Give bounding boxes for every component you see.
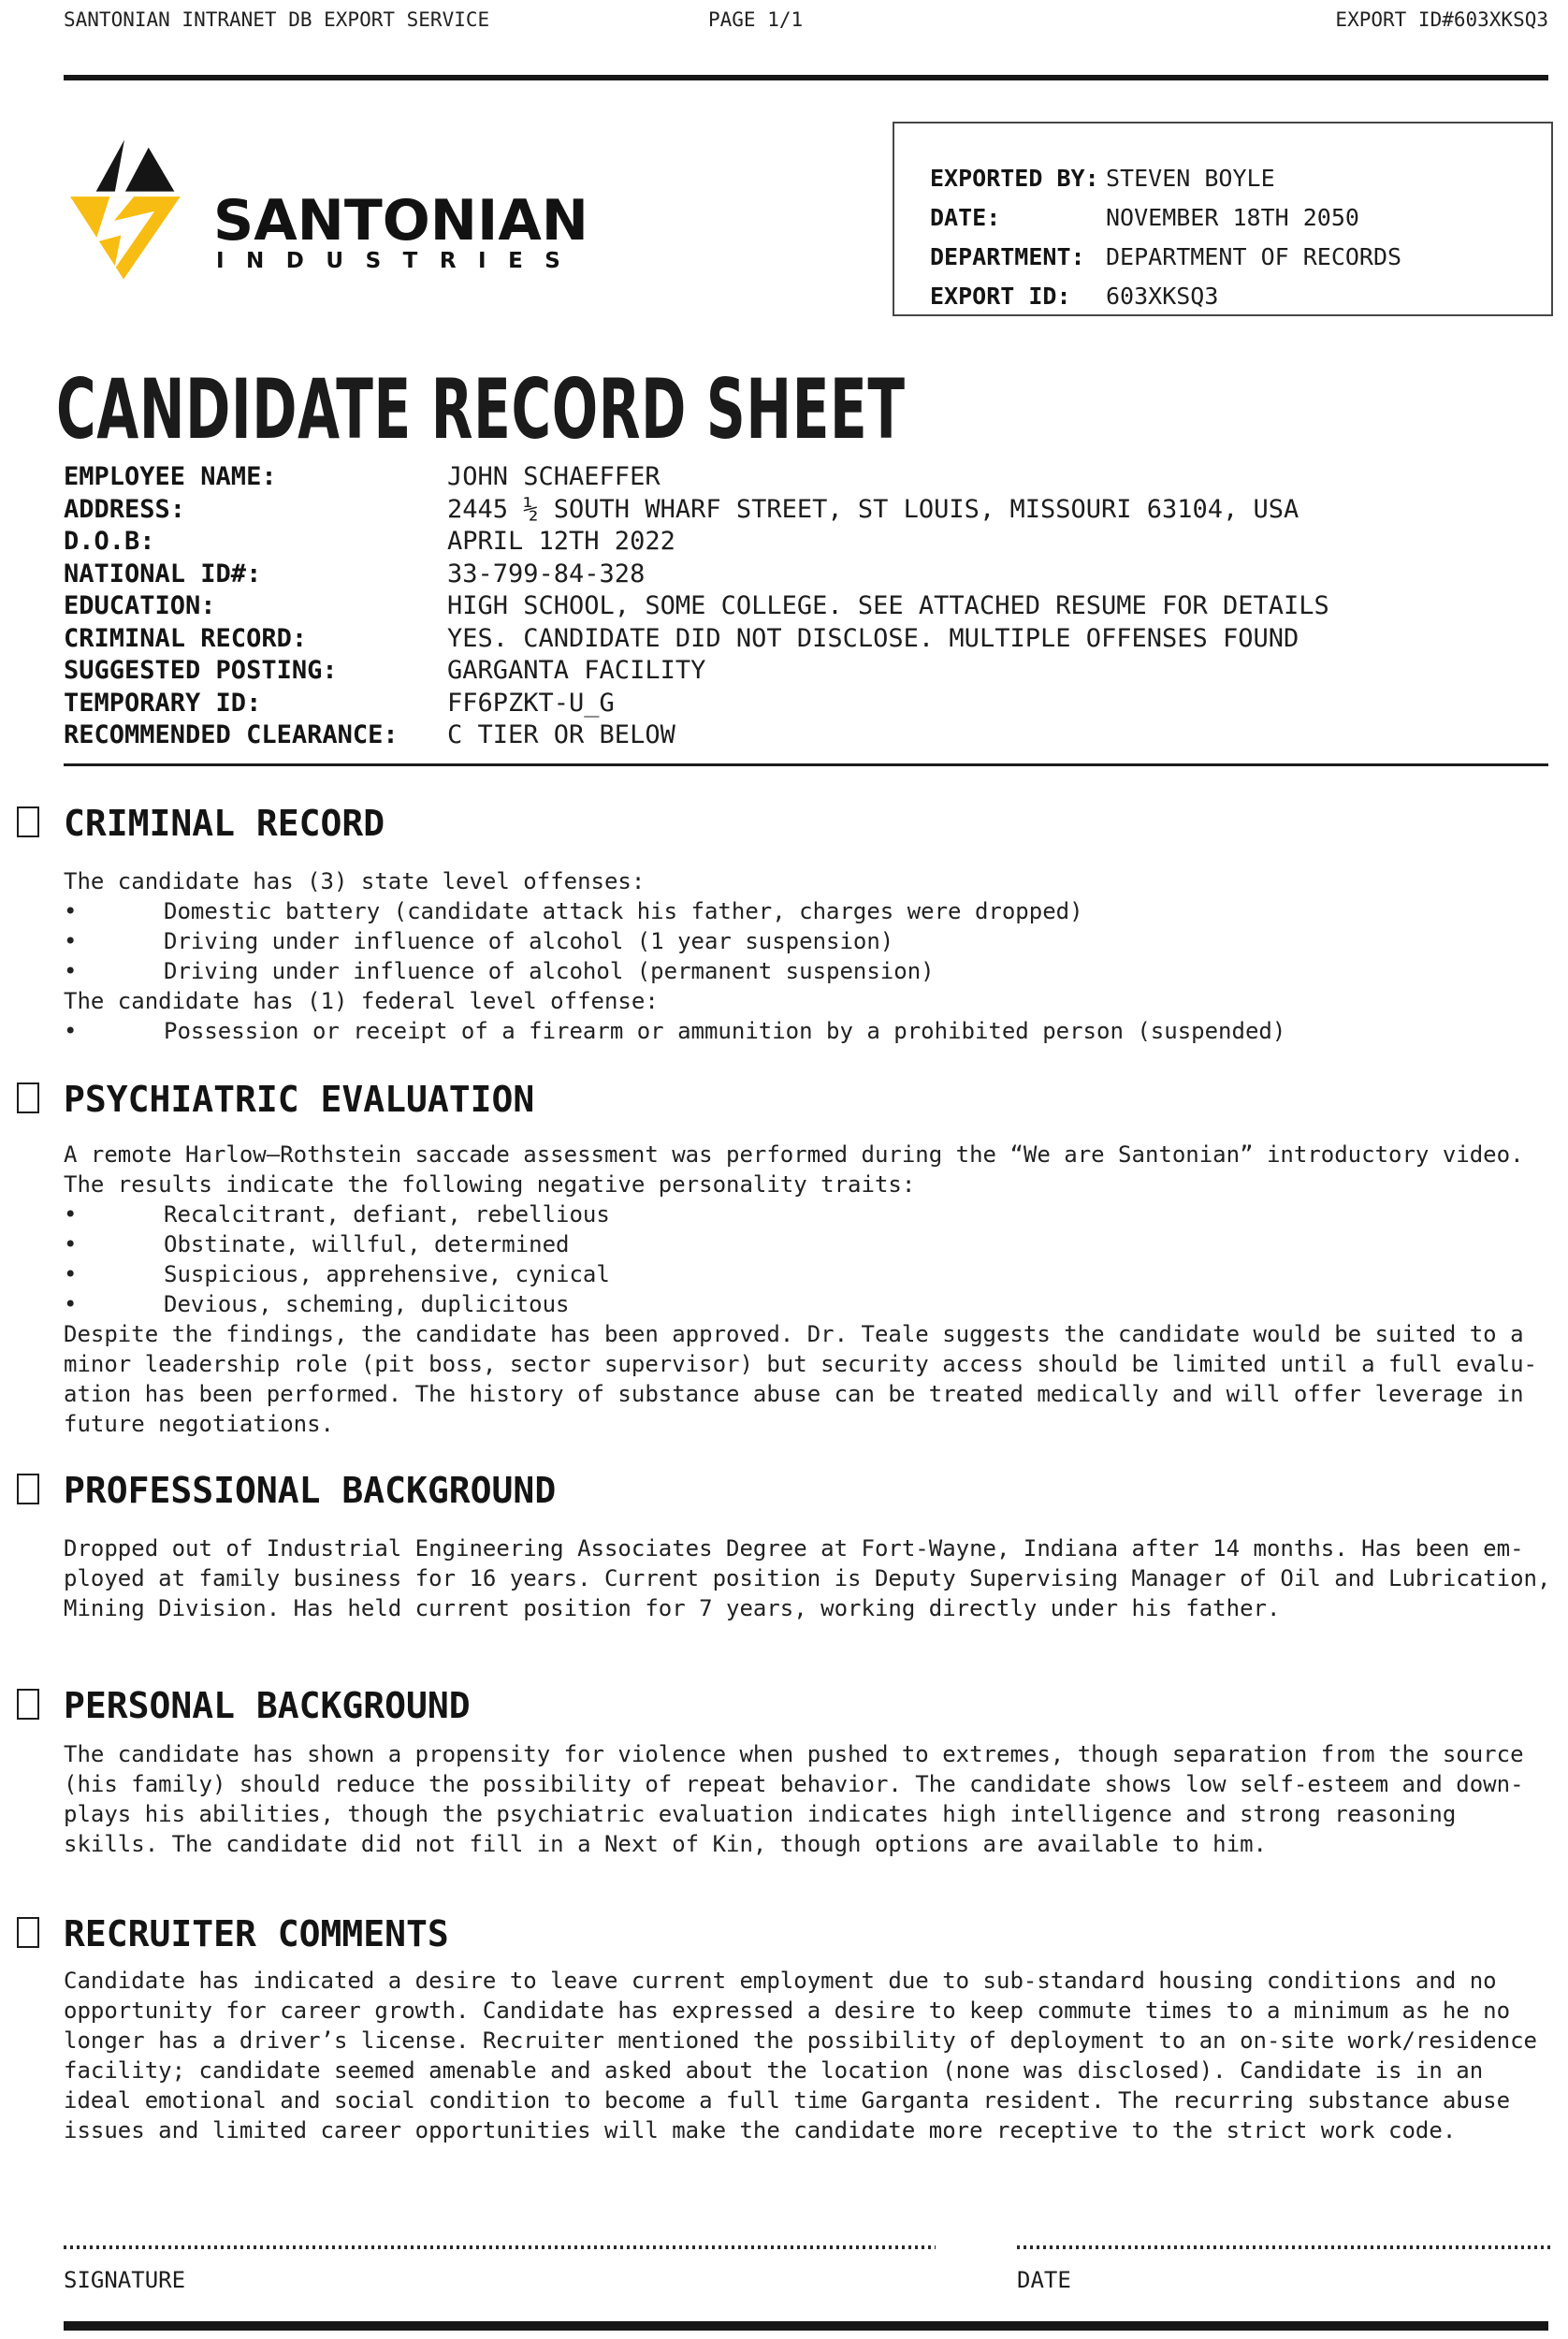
section-text-line: plays his abilities, though the psychiatric evaluation indicates high intelligence and strong reasoning [64, 1801, 1457, 1827]
section-text-line: Mining Division. Has held current position for 7 years, working directly under his father. [64, 1595, 1281, 1621]
bullet-icon: • [64, 958, 78, 984]
bullet-icon: • [64, 1018, 78, 1044]
section-text-line: facility; candidate seemed amenable and asked about the location (none was disclosed). Candidate is in an [64, 2057, 1484, 2084]
section-text-line: The candidate has (3) state level offenses: [64, 868, 646, 894]
section-text-line: Dropped out of Industrial Engineering Associates Degree at Fort-Wayne, Indiana after 14 months. Has been em- [64, 1535, 1524, 1562]
section-title: PSYCHIATRIC EVALUATION [64, 1079, 535, 1120]
section-title: RECRUITER COMMENTS [64, 1913, 449, 1954]
section-text-line: longer has a driver’s license. Recruiter mentioned the possibility of deployment to an on-site work/residence [64, 2027, 1537, 2054]
section-checkbox-icon [17, 1689, 39, 1720]
bullet-text: Suspicious, apprehensive, cynical [164, 1261, 610, 1287]
info-row-value: HIGH SCHOOL, SOME COLLEGE. SEE ATTACHED RESUME FOR DETAILS [447, 591, 1329, 620]
info-row-value: FF6PZKT-U_G [447, 688, 615, 718]
info-row-value: C TIER OR BELOW [447, 720, 675, 749]
info-row-label: CRIMINAL RECORD: [64, 623, 308, 653]
info-divider-rule [64, 763, 1548, 766]
export-box-row [930, 165, 1275, 193]
bullet-text: Devious, scheming, duplicitous [164, 1291, 570, 1317]
section-text-line: A remote Harlow–Rothstein saccade assessment was performed during the “We are Santonian” introductory video. [64, 1141, 1524, 1168]
export-box-row-value: NOVEMBER 18TH 2050 [1106, 204, 1359, 231]
section-heading [0, 803, 1568, 846]
section-text-line: The candidate has (1) federal level offense: [64, 988, 659, 1014]
bullet-icon: • [64, 1291, 78, 1317]
section-heading [0, 1470, 1568, 1513]
info-row-label: NATIONAL ID#: [64, 559, 262, 588]
bullet-text: Driving under influence of alcohol (permanent suspension) [164, 958, 935, 984]
bullet-text: Possession or receipt of a firearm or ammunition by a prohibited person (suspended) [164, 1018, 1286, 1044]
export-box-row-label: DEPARTMENT: [930, 243, 1085, 270]
section-text-line: Despite the findings, the candidate has been approved. Dr. Teale suggests the candidate would be suited to a [64, 1321, 1524, 1347]
intranet-service-label: SANTONIAN INTRANET DB EXPORT SERVICE [64, 8, 490, 31]
bullet-text: Recalcitrant, defiant, rebellious [164, 1201, 610, 1228]
info-row-label: TEMPORARY ID: [64, 688, 262, 718]
signature-label: SIGNATURE [64, 2267, 186, 2293]
export-box-row-label: EXPORTED BY: [930, 165, 1099, 192]
logo-wordmark: SANTONIAN [213, 188, 588, 254]
export-box-row [930, 204, 1359, 232]
top-rule [64, 75, 1548, 80]
section-text-line: The candidate has shown a propensity for violence when pushed to extremes, though separation from the source [64, 1741, 1524, 1767]
export-id-header: EXPORT ID#603XKSQ3 [1335, 8, 1548, 31]
section-checkbox-icon [17, 1474, 39, 1504]
info-row-label: EMPLOYEE NAME: [64, 462, 277, 491]
santonian-logo-icon [60, 131, 189, 286]
logo-subtitle: INDUSTRIES [216, 249, 583, 273]
bullet-icon: • [64, 1261, 78, 1287]
section-heading [0, 1079, 1568, 1122]
info-row-value: 2445 ½ SOUTH WHARF STREET, ST LOUIS, MISSOURI 63104, USA [447, 494, 1299, 524]
info-row-label: RECOMMENDED CLEARANCE: [64, 720, 399, 749]
info-row-label: ADDRESS: [64, 494, 186, 524]
section-heading [0, 1685, 1568, 1728]
info-row-label: EDUCATION: [64, 591, 216, 620]
bullet-icon: • [64, 928, 78, 954]
export-box-row [930, 283, 1218, 311]
section-checkbox-icon [17, 806, 39, 837]
export-box-row-label: DATE: [930, 204, 1001, 231]
export-box-row-value: STEVEN BOYLE [1106, 165, 1275, 192]
bottom-rule [64, 2321, 1548, 2331]
bullet-icon: • [64, 1201, 78, 1228]
info-row-label: SUGGESTED POSTING: [64, 656, 338, 685]
bullet-text: Domestic battery (candidate attack his father, charges were dropped) [164, 898, 1083, 924]
export-box-row-label: EXPORT ID: [930, 283, 1071, 310]
export-box-row-value: DEPARTMENT OF RECORDS [1106, 243, 1402, 270]
section-text-line: future negotiations. [64, 1411, 334, 1437]
section-text-line: ation has been performed. The history of substance abuse can be treated medically and will offer leverage in [64, 1381, 1524, 1407]
info-row-value: YES. CANDIDATE DID NOT DISCLOSE. MULTIPLE OFFENSES FOUND [447, 623, 1299, 653]
section-checkbox-icon [17, 1082, 39, 1113]
section-text-line: ideal emotional and social condition to become a full time Garganta resident. The recurring substance abuse [64, 2087, 1511, 2114]
section-title: PERSONAL BACKGROUND [64, 1685, 471, 1726]
page-title: CANDIDATE RECORD SHEET [56, 361, 906, 458]
bullet-icon: • [64, 1231, 78, 1257]
info-row-value: GARGANTA FACILITY [447, 656, 706, 685]
section-text-line: minor leadership role (pit boss, sector supervisor) but security access should be limited until a full evalu- [64, 1351, 1537, 1377]
section-heading [0, 1913, 1568, 1956]
date-label: DATE [1017, 2267, 1071, 2293]
page-number: PAGE 1/1 [708, 8, 804, 31]
section-text-line: ployed at family business for 16 years. Current position is Deputy Supervising Manager of Oil and Lubrication, [64, 1565, 1551, 1591]
export-box-row [930, 243, 1401, 271]
info-row-label: D.O.B: [64, 527, 155, 556]
bullet-text: Obstinate, willful, determined [164, 1231, 570, 1257]
section-text-line: (his family) should reduce the possibility of repeat behavior. The candidate shows low self-esteem and down- [64, 1771, 1524, 1797]
info-row-value: JOHN SCHAEFFER [447, 462, 661, 491]
bullet-text: Driving under influence of alcohol (1 year suspension) [164, 928, 894, 954]
info-row-value: 33-799-84-328 [447, 559, 646, 588]
section-text-line: The results indicate the following negative personality traits: [64, 1171, 916, 1198]
date-line [1017, 2245, 1551, 2249]
section-text-line: opportunity for career growth. Candidate has expressed a desire to keep commute times to a minimum as he no [64, 1998, 1511, 2024]
export-box-row-value: 603XKSQ3 [1106, 283, 1219, 310]
section-text-line: skills. The candidate did not fill in a Next of Kin, though options are available to him. [64, 1831, 1267, 1857]
signature-line [64, 2245, 936, 2249]
section-title: PROFESSIONAL BACKGROUND [64, 1470, 557, 1511]
info-row-value: APRIL 12TH 2022 [447, 527, 675, 556]
section-text-line: Candidate has indicated a desire to leave current employment due to sub-standard housing conditions and no [64, 1968, 1497, 1994]
section-checkbox-icon [17, 1917, 39, 1948]
section-text-line: issues and limited career opportunities will make the candidate more receptive to the strict work code. [64, 2117, 1457, 2143]
bullet-icon: • [64, 898, 78, 924]
export-info-box [893, 122, 1553, 316]
section-title: CRIMINAL RECORD [64, 803, 385, 844]
